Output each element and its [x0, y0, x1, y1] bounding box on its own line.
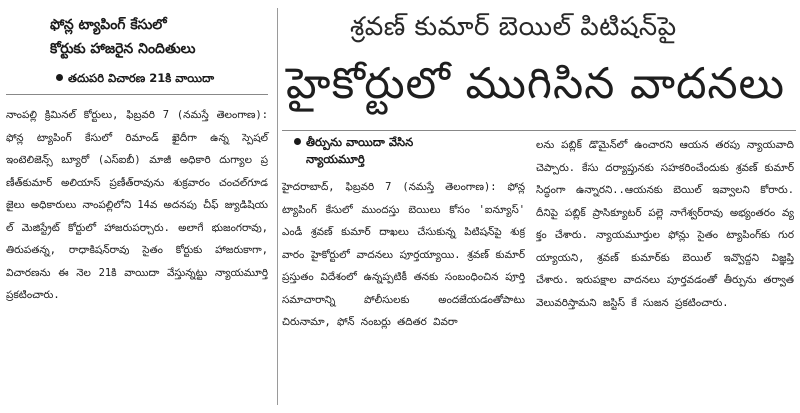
left-article [6, 8, 268, 408]
left-subhead [56, 71, 266, 85]
right-headline: హైకోర్టులో ముగిసిన వాదనలు [286, 59, 785, 109]
left-headline-line2: కోర్టుకు హాజరైన నిందితులు [50, 41, 196, 57]
right-article-column-1 [282, 134, 525, 408]
right-body-col2: లను పబ్లిక్ డొమైన్‌లో ఉంచారని ఆయన తరపు న్యాయవాది చెప్పారు. కేసు దర్యాప్తునకు సహకరించేందుకు శ్రవణ్ కుమార్ సిద్ధంగా ఉన్నారని..ఆయనకు బెయిల్ ఇవ్వాలని కోరారు. దీనిపై పబ్లిక్ ప్రాసిక్యూటర్ పల్లె నాగేశ్వర్‌రావు అభ్యంతరం వ్యక్తం చేశారు. న్యాయమూర్తుల ఫోన్లు సైతం ట్యాపింగ్‌కు గురయ్యాయని, శ్రవణ్ కుమార్‌కు బెయిల్ ఇవ్వొద్దని విజ్ఞప్తి చేశారు. ఇరుపక్షాల వాదనలు పూర్తవడంతో తీర్పును తర్వాత వెలువరిస్తామని జస్టిస్ కే సుజన ప్రకటించారు. [536, 139, 794, 309]
right-subhead [294, 134, 514, 168]
left-header-rule [6, 94, 268, 95]
left-headline-line1: ఫోన్ల ట్యాపింగ్ కేసులో [50, 17, 167, 33]
left-subhead-text: తదుపరి విచారణ 21కి వాయిదా [68, 71, 215, 85]
right-kicker: శ్రవణ్ కుమార్ బెయిల్ పిటిషన్‌పై [350, 12, 677, 42]
left-article-body: నాంపల్లి క్రిమినల్ కోర్టులు, ఫిబ్రవరి 7 (నమస్తే తెలంగాణ): ఫోన్ల ట్యాపింగ్ కేసులో రిమాండ్ ఖైదీగా ఉన్న స్పెషల్ ఇంటెలిజెన్స్ బ్యూరో (ఎస్ఐబీ) మాజీ అధికారి దుగ్యాల ప్రణీత్‌కుమార్ అలియాస్ ప్రణీత్‌రావును శుక్రవారం చంచల్‌గూడ జైలు అధికారులు నాంపల్లిలోని 14వ అదనపు చీఫ్ జ్యుడిషియల్ మెజిస్ట్రేట్ కోర్టులో హాజరుపర్చారు. అలాగే భుజంగరావు, తిరుపతన్న, రాధాకిషన్‌రావు సైతం కోర్టుకు హాజరుకాగా, విచారణను ఈ నెల 21కి వాయిదా వేస్తున్నట్టు న్యాయమూర్తి ప్రకటించారు. [6, 109, 268, 301]
right-subhead-line1: తీర్పును వాయిదా వేసిన [306, 135, 414, 149]
right-article [282, 8, 796, 408]
right-header-rule [282, 130, 796, 131]
right-body-col1: హైదరాబాద్, ఫిబ్రవరి 7 (నమస్తే తెలంగాణ): ఫోన్ల ట్యాపింగ్ కేసులో ముందస్తు బెయిలు కోసం 'ఐన్యూస్' ఎండీ శ్రవణ్ కుమార్ దాఖలు చేసుకున్న పిటిషన్‌పై శుక్రవారం హైకోర్టులో వాదనలు పూర్తయ్యాయి. శ్రవణ్ కుమార్ ప్రస్తుతం విదేశంలో ఉన్నప్పటికీ తనకు సంబంధించిన పూర్తి సమాచారాన్ని పోలీసులకు అందజేయడంతోపాటు చిరునామా, ఫోన్ నంబర్లు తదితర వివరా [282, 181, 525, 328]
bullet-icon [294, 138, 301, 145]
bullet-icon [56, 74, 63, 81]
left-article-header [6, 8, 268, 100]
right-subhead-line2: న్యాయమూర్తి [306, 152, 365, 166]
column-divider [277, 8, 278, 405]
